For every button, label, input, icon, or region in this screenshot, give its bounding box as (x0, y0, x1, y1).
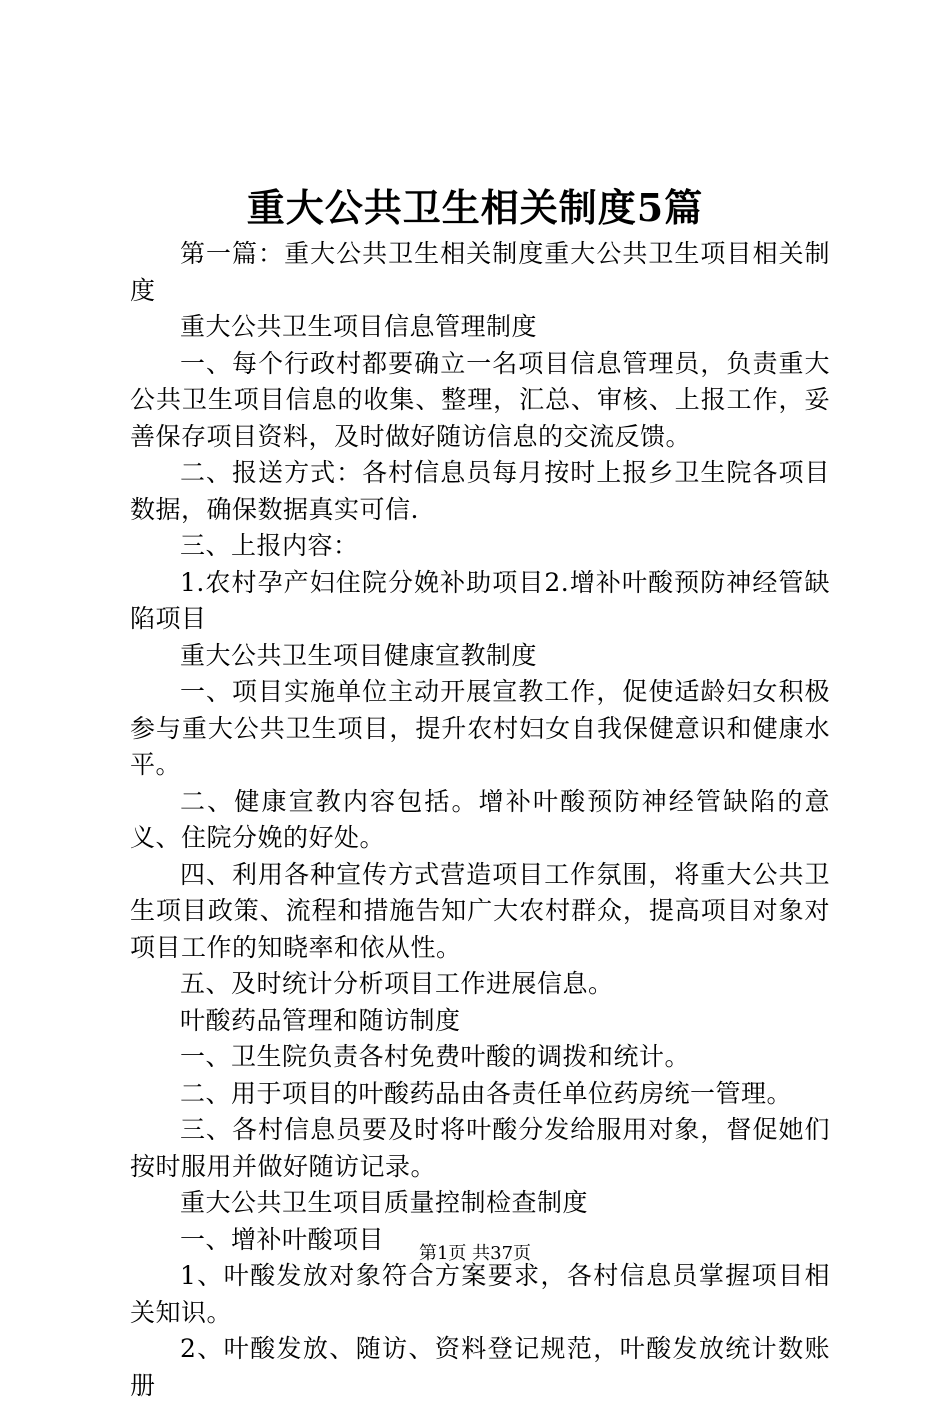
paragraph: 五、及时统计分析项目工作进展信息。 (180, 969, 614, 998)
paragraph: 2、叶酸发放、随访、资料登记规范，叶酸发放统计数账册 (130, 1334, 830, 1400)
paragraph: 二、报送方式：各村信息员每月按时上报乡卫生院各项目数据，确保数据真实可信. (130, 458, 830, 524)
section-heading: 重大公共卫生项目健康宣教制度 (180, 640, 538, 670)
paragraph: 二、用于项目的叶酸药品由各责任单位药房统一管理。 (180, 1078, 793, 1108)
paragraph: 三、上报内容： (180, 531, 359, 560)
paragraph: 一、每个行政村都要确立一名项目信息管理员，负责重大公共卫生项目信息的收集、整理，汇总、审核、上报工作，妥善保存项目资料，及时做好随访信息的交流反馈。 (130, 348, 830, 451)
paragraph: 一、增补叶酸项目 (180, 1224, 385, 1254)
paragraph: 1.农村孕产妇住院分娩补助项目2.增补叶酸预防神经管缺陷项目 (130, 567, 830, 633)
paragraph: 第一篇：重大公共卫生相关制度重大公共卫生项目相关制度 (130, 239, 830, 305)
paragraph: 四、利用各种宣传方式营造项目工作氛围，将重大公共卫生项目政策、流程和措施告知广大农村群众，提高项目对象对项目工作的知晓率和依从性。 (130, 859, 830, 962)
document-title: 重大公共卫生相关制度5篇 (246, 185, 704, 230)
paragraph: 一、卫生院负责各村免费叶酸的调拨和统计。 (180, 1042, 691, 1071)
document-body (130, 236, 830, 1404)
paragraph: 三、各村信息员要及时将叶酸分发给服用对象，督促她们按时服用并做好随访记录。 (130, 1115, 830, 1181)
paragraph: 一、项目实施单位主动开展宣教工作，促使适龄妇女积极参与重大公共卫生项目，提升农村妇女自我保健意识和健康水平。 (130, 677, 830, 779)
section-heading: 叶酸药品管理和随访制度 (180, 1005, 461, 1035)
paragraph: 二、健康宣教内容包括。增补叶酸预防神经管缺陷的意义、住院分娩的好处。 (130, 786, 830, 852)
paragraph: 1、叶酸发放对象符合方案要求，各村信息员掌握项目相关知识。 (130, 1261, 830, 1327)
section-heading: 重大公共卫生项目信息管理制度 (180, 312, 538, 341)
page-number: 第1页 共37页 (418, 1243, 532, 1264)
section-heading: 重大公共卫生项目质量控制检查制度 (180, 1188, 589, 1217)
